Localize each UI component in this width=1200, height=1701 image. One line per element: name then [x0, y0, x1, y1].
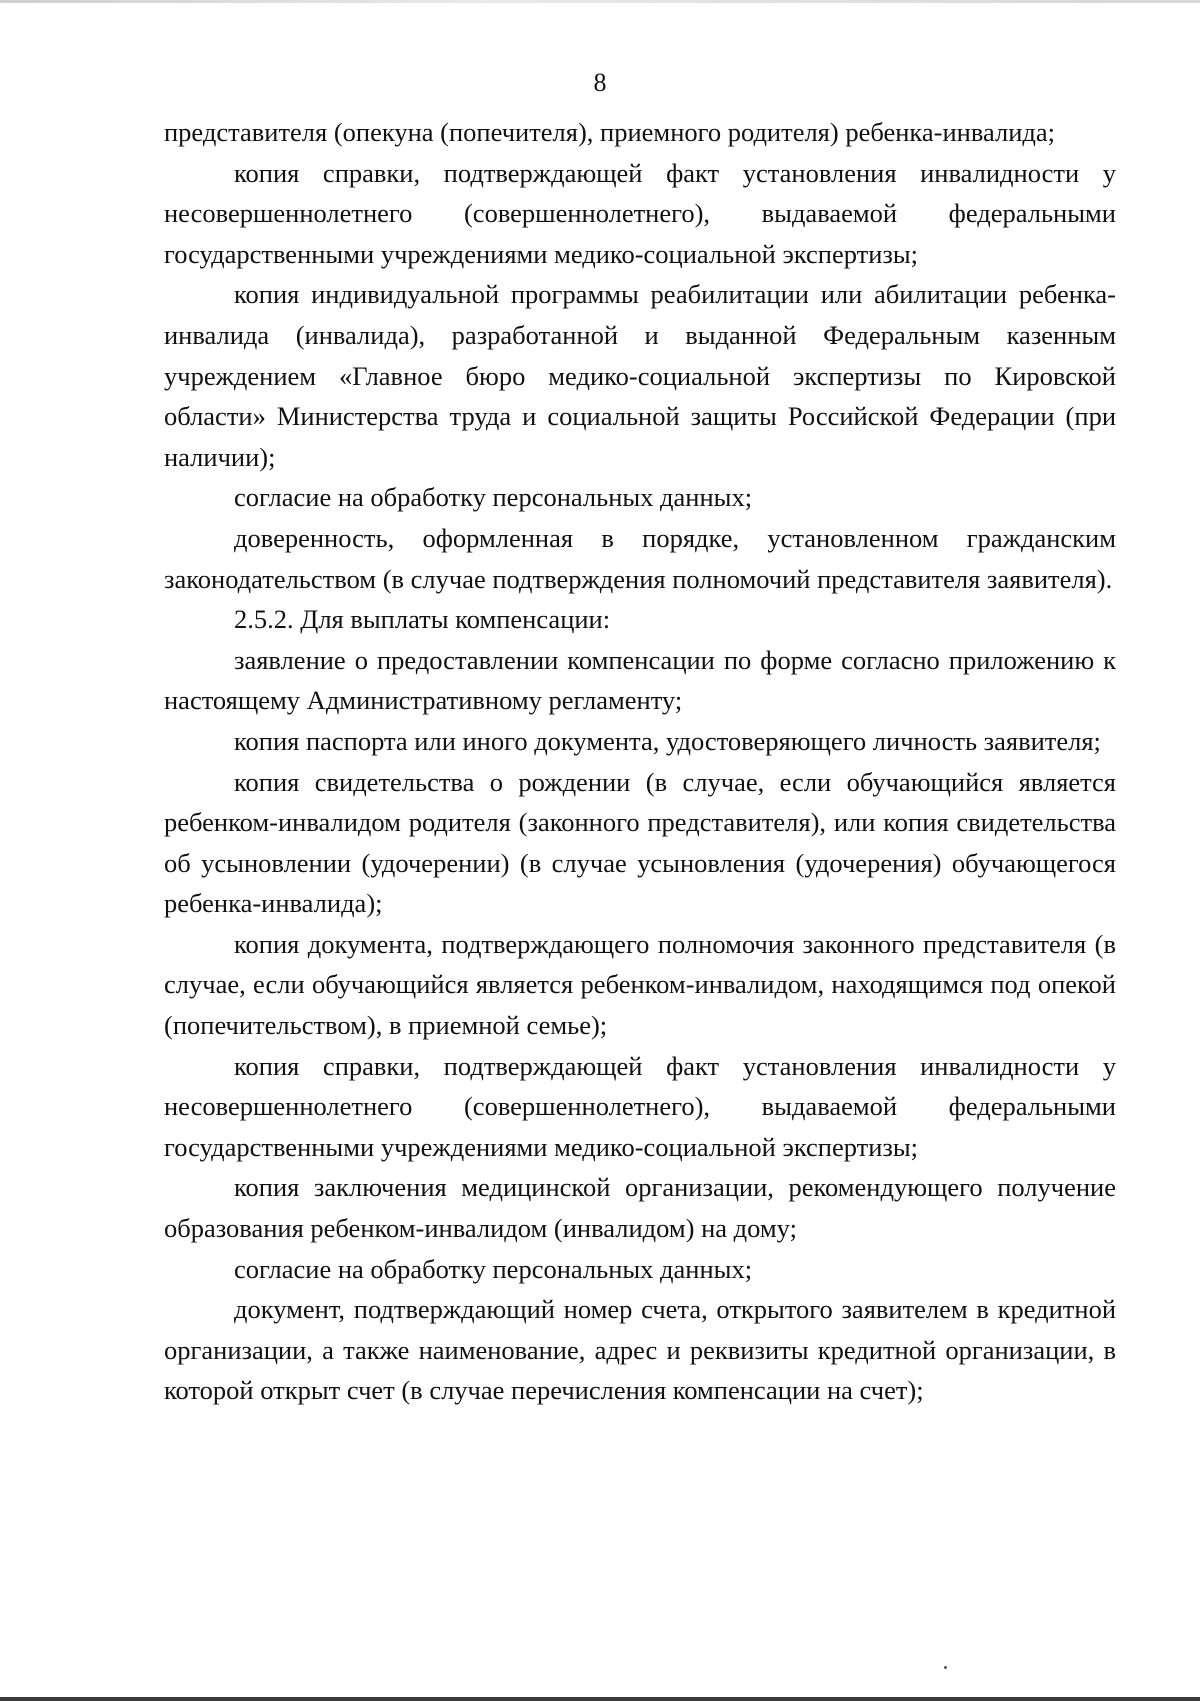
scan-speck	[944, 1666, 947, 1669]
scan-top-edge	[0, 0, 1200, 3]
scan-bottom-edge	[0, 1697, 1200, 1701]
paragraph-rehabilitation-program-copy: копия индивидуальной программы реабилитации или абилитации ребенка-инвалида (инвалида), разработанной и выданной Федеральным казенным учреждением «Главное бюро медико-социальной экспертизы по Кировской области» Министерства труда и социальной защиты Российской Федерации (при наличии);	[164, 279, 1116, 472]
paragraph-birth-certificate-copy: копия свидетельства о рождении (в случае, если обучающийся является ребенком-инвалидом родителя (законного представителя), или копия свидетельства об усыновлении (удочерении) (в случае усыновления (удочерения) обучающегося ребенка-инвалида);	[164, 766, 1116, 919]
page-number: 8	[593, 68, 607, 97]
section-heading-2-5-2: 2.5.2. Для выплаты компенсации:	[234, 604, 611, 635]
paragraph-guardian-authority-copy: копия документа, подтверждающего полномочия законного представителя (в случае, если обучающийся является ребенком-инвалидом, находящимся под опекой (попечительством), в приемной семье);	[164, 928, 1116, 1041]
paragraph-personal-data-consent-2: согласие на обработку персональных данных;	[234, 1253, 753, 1284]
paragraph-representative-continuation: представителя (опекуна (попечителя), приемного родителя) ребенка-инвалида;	[164, 117, 1055, 147]
paragraph-disability-certificate-copy-2: копия справки, подтверждающей факт установления инвалидности у несовершеннолетнего (совершеннолетнего), выдаваемой федеральными государственными учреждениями медико-социальной экспертизы;	[164, 1050, 1116, 1162]
paragraph-personal-data-consent: согласие на обработку персональных данных;	[234, 482, 753, 513]
paragraph-medical-conclusion-copy: копия заключения медицинской организации, рекомендующего получение образования ребенком-инвалидом (инвалидом) на дому;	[164, 1172, 1116, 1244]
paragraph-compensation-application: заявление о предоставлении компенсации по форме согласно приложению к настоящему Административному регламенту;	[164, 644, 1116, 716]
paragraph-bank-account-document: документ, подтверждающий номер счета, открытого заявителем в кредитной организации, а также наименование, адрес и реквизиты кредитной организации, в которой открыт счет (в случае перечисления компенсации на счет);	[164, 1294, 1116, 1406]
document-body	[164, 112, 1116, 1411]
paragraph-passport-copy: копия паспорта или иного документа, удостоверяющего личность заявителя;	[234, 725, 1101, 756]
paragraph-power-of-attorney: доверенность, оформленная в порядке, установленном гражданским законодательством (в случае подтверждения полномочий представителя заявителя).	[164, 522, 1116, 594]
paragraph-disability-certificate-copy: копия справки, подтверждающей факт установления инвалидности у несовершеннолетнего (совершеннолетнего), выдаваемой федеральными государственными учреждениями медико-социальной экспертизы;	[164, 157, 1116, 269]
